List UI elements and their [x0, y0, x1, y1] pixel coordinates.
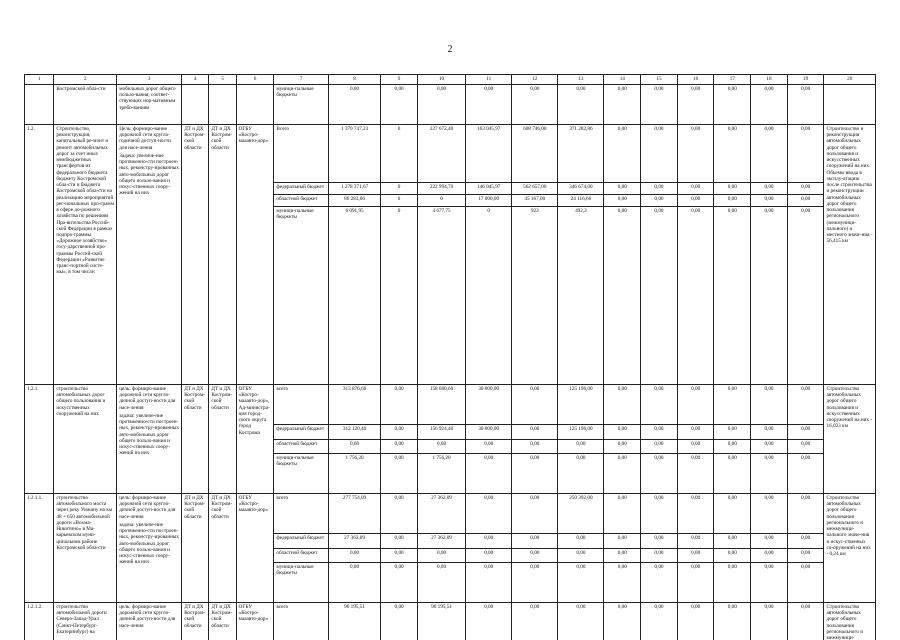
amount-cell: 0,00	[558, 85, 604, 125]
budget-source-cell: муници-пальные бюджеты	[274, 207, 328, 385]
amount-cell: 0,00	[787, 563, 824, 603]
amount-cell: 0,00	[714, 603, 751, 640]
executor-cell: ОГБУ «Костро-мааавто-дор»	[236, 603, 274, 640]
amount-cell: 1 756,20	[417, 454, 465, 494]
budget-source-cell: областной бюджет	[274, 440, 328, 454]
target-indicator-cell: Строительство автомобильных дорог общего пользования регионального и межмуници-пального значе-ния и искус-ственных со-оружений на них - 0,24 км	[824, 494, 876, 603]
goal-task-cell	[117, 385, 182, 494]
amount-cell: 0,00	[787, 183, 824, 195]
budget-source-cell: всего	[274, 385, 328, 425]
section-row	[25, 385, 876, 425]
amount-cell: 0,00	[604, 85, 641, 125]
goal-task-cell	[117, 494, 182, 603]
amount-cell: 0,00	[604, 534, 641, 549]
amount-cell: 163 045,97	[466, 125, 512, 183]
column-number: 20	[824, 75, 876, 85]
page-number: 2	[447, 44, 453, 55]
target-indicator-cell: Строительство и реконструкция автомобильных дорог общего пользования и искусственных сооружений на них. Объемы ввода в эксплу-атацию после строительства и реконструкции автомобильных дорог общего пользования регионального (межмуници-пального) и местного значе-ния - 56,415 км	[824, 125, 876, 385]
section-number-cell: 1.2.1.	[25, 385, 54, 494]
amount-cell: 0,00	[417, 563, 465, 603]
amount-cell: 0,00	[787, 425, 824, 440]
budget-source-cell: областной бюджет	[274, 549, 328, 563]
amount-cell: 0,00	[381, 454, 418, 494]
amount-cell: 45 167,00	[512, 195, 558, 207]
budget-table-body	[25, 75, 876, 640]
customer-cell: ДТ и ДХ Костром-ской области	[182, 603, 209, 640]
section-number-cell: 1.2.1.1.	[25, 494, 54, 603]
amount-cell: 0,00	[328, 563, 380, 603]
amount-cell: 0,00	[751, 207, 788, 385]
column-number: 9	[381, 75, 418, 85]
column-number: 11	[466, 75, 512, 85]
amount-cell: 0,00	[787, 494, 824, 534]
amount-cell: 0,00	[714, 494, 751, 534]
column-number: 3	[117, 75, 182, 85]
event-name-cell: строительство автомобильного моста через реку Унжину на км 48 + 650 автомобильной дороги «Вохма-Никитино» в Ма-карьевском муни-ципальном районе Костромской обла-сти	[54, 494, 117, 603]
amount-cell: 0,00	[787, 195, 824, 207]
target-indicator-cell: Строительство автомобильных дорог общего пользования регионального и межмуници-	[824, 603, 876, 640]
amount-cell: 0	[381, 125, 418, 183]
amount-cell: 227 672,40	[417, 125, 465, 183]
coexecutor-cell	[209, 85, 236, 125]
amount-cell: 30 000,00	[466, 425, 512, 440]
amount-cell: 0,00	[466, 534, 512, 549]
budget-source-cell: всего	[274, 494, 328, 534]
amount-cell: 0,00	[751, 425, 788, 440]
amount-cell: 0,00	[714, 207, 751, 385]
amount-cell: 0,00	[714, 563, 751, 603]
amount-cell: 146 045,97	[466, 183, 512, 195]
amount-cell: 0	[381, 207, 418, 385]
amount-cell: 0,00	[604, 454, 641, 494]
amount-cell: 0,00	[604, 183, 641, 195]
amount-cell: 0,00	[512, 385, 558, 425]
amount-cell: 0,00	[328, 440, 380, 454]
amount-cell: 0,00	[381, 425, 418, 440]
amount-cell: 0,00	[558, 549, 604, 563]
amount-cell: 0,00	[751, 494, 788, 534]
customer-cell: ДТ и ДХ Костром-ской области	[182, 125, 209, 385]
amount-cell: 0,00	[328, 549, 380, 563]
executor-cell: ОГБУ «Костро-мааавто-дор»	[236, 125, 274, 385]
amount-cell: 0,00	[751, 534, 788, 549]
amount-cell: 0,00	[466, 549, 512, 563]
amount-cell: 0	[381, 195, 418, 207]
coexecutor-cell: ДТ и ДХ Костром-ской области	[209, 603, 236, 640]
amount-cell: 0,00	[677, 534, 714, 549]
amount-cell: 86 283,66	[328, 195, 380, 207]
amount-cell: 96 195,51	[417, 603, 465, 640]
amount-cell: 0,00	[558, 454, 604, 494]
amount-cell: 0,00	[677, 494, 714, 534]
amount-cell: 0,00	[714, 195, 751, 207]
amount-cell: 0,00	[677, 195, 714, 207]
amount-cell: 0,00	[714, 440, 751, 454]
amount-cell: 0,00	[417, 85, 465, 125]
amount-cell: 0,00	[604, 440, 641, 454]
amount-cell: 0,00	[751, 183, 788, 195]
coexecutor-cell: ДТ и ДХ Костром-ской области	[209, 494, 236, 603]
column-number: 13	[558, 75, 604, 85]
amount-cell: 0,00	[677, 385, 714, 425]
amount-cell: 0,00	[787, 454, 824, 494]
amount-cell: 17 000,00	[466, 195, 512, 207]
amount-cell: 0,00	[751, 125, 788, 183]
budget-source-cell: федеральный бюджет	[274, 183, 328, 195]
amount-cell: 0,00	[714, 534, 751, 549]
amount-cell: 0	[381, 183, 418, 195]
amount-cell: 0,00	[751, 195, 788, 207]
amount-cell: 0,00	[641, 534, 678, 549]
amount-cell: 0,00	[604, 563, 641, 603]
budget-source-cell: областной бюджет	[274, 195, 328, 207]
amount-cell: 0,00	[641, 385, 678, 425]
amount-cell: 0,00	[558, 440, 604, 454]
amount-cell: 0,00	[512, 85, 558, 125]
budget-source-cell: муници-пальные бюджеты	[274, 85, 328, 125]
column-number: 5	[209, 75, 236, 85]
column-number-row	[25, 75, 876, 85]
amount-cell: 0,00	[466, 440, 512, 454]
amount-cell: 0,00	[558, 603, 604, 640]
indicator-cell	[824, 85, 876, 125]
goal-task-cell	[117, 603, 182, 640]
amount-cell: 0,00	[381, 440, 418, 454]
amount-cell: 0,00	[787, 125, 824, 183]
column-number: 12	[512, 75, 558, 85]
amount-cell: 0,00	[512, 494, 558, 534]
section-number-cell: 1.2.	[25, 125, 54, 385]
budget-table	[24, 74, 876, 640]
amount-cell: 0,00	[641, 494, 678, 534]
budget-source-cell: муници-пальные бюджеты	[274, 454, 328, 494]
amount-cell: 0,00	[751, 85, 788, 125]
goal-text: цель: формиро-вание дорожной сети кругло-дичной доступ-ности для насе-ления	[119, 386, 176, 411]
amount-cell: 0,00	[751, 563, 788, 603]
amount-cell: 0,00	[512, 440, 558, 454]
amount-cell: 0,00	[641, 183, 678, 195]
amount-cell: 0,00	[417, 440, 465, 454]
amount-cell: 0,00	[381, 494, 418, 534]
amount-cell: 0,00	[751, 454, 788, 494]
amount-cell: 0,00	[641, 454, 678, 494]
amount-cell: 222 994,70	[417, 183, 465, 195]
amount-cell: 0,00	[677, 207, 714, 385]
amount-cell: 0,00	[677, 425, 714, 440]
amount-cell: 0,00	[604, 494, 641, 534]
amount-cell: 24 116,66	[558, 195, 604, 207]
budget-source-cell: муници-пальные бюджеты	[274, 563, 328, 603]
amount-cell: 0,00	[381, 549, 418, 563]
amount-cell: 0,00	[751, 385, 788, 425]
amount-cell: 0,00	[751, 440, 788, 454]
amount-cell: 156 924,40	[417, 425, 465, 440]
goal-text: Цель: формиро-вание дорожной сети кругло-годичной доступ-ности для насе-ления	[119, 126, 171, 151]
amount-cell: 0	[417, 195, 465, 207]
budget-source-cell: Всего	[274, 125, 328, 183]
amount-cell: 0,00	[714, 385, 751, 425]
amount-cell: 0,00	[641, 549, 678, 563]
amount-cell: 0,00	[604, 207, 641, 385]
column-number: 2	[54, 75, 117, 85]
section-number-cell: 1.2.1.2.	[25, 603, 54, 640]
amount-cell: 0,00	[381, 534, 418, 549]
column-number: 19	[787, 75, 824, 85]
amount-cell: 27 362,09	[417, 534, 465, 549]
amount-cell: 0,00	[787, 85, 824, 125]
amount-cell: 562 657,00	[512, 183, 558, 195]
amount-cell: 0,00	[677, 440, 714, 454]
amount-cell: 608 746,00	[512, 125, 558, 183]
budget-source-cell: всего	[274, 603, 328, 640]
amount-cell: 0,00	[714, 425, 751, 440]
amount-cell: 0,00	[512, 425, 558, 440]
column-number: 16	[677, 75, 714, 85]
amount-cell: 0,00	[714, 125, 751, 183]
section-row	[25, 125, 876, 183]
budget-table-wrapper	[24, 74, 876, 640]
budget-source-cell: федеральный бюджет	[274, 534, 328, 549]
event-name-cell: Строительство, реконструкция, капитальный ре-монт и ремонт автомобильных дорог за счет иных межбюджетных трансфертов из федерального бюджета бюджету Костромской обла-сти и бюджета Костромской обла-сти на реализацию мероприятий рег-иональных про-грамм в сфере до-рожного хозяйства по решениям Пра-вительства Россий-ской Федерации в рамках подпро-граммы «Дорожное хозяйство» госу-дарственной про-граммы Россий-ской Федерации «Развитие транс-портной систе-мы», в том числе:	[54, 125, 117, 385]
amount-cell: 0,00	[558, 563, 604, 603]
amount-cell: 1 756,20	[328, 454, 380, 494]
task-text: Задача: увеличе-ние протяженно-сти построен-ных, реконстру-ированных авто-мобильных дорог общего пользо-вания и искус-ственных соору-жений на них	[119, 152, 179, 197]
amount-cell: 250 392,00	[558, 494, 604, 534]
amount-cell: 0,00	[714, 85, 751, 125]
goal-cell: мобильных дорог общего пользо-вания, соответ-ствующих нор-мативным требо-ваниям	[117, 85, 182, 125]
amount-cell: 0,00	[641, 603, 678, 640]
amount-cell: 0,00	[641, 125, 678, 183]
task-text: задача: увеличе-ние протяженно-сти построен-ных, реконстру-ированных авто-мобильных дорог общего пользо-вания и искус-ственных соору-жений на них	[119, 412, 179, 457]
amount-cell: 0,00	[677, 603, 714, 640]
amount-cell: 0,00	[512, 603, 558, 640]
amount-cell: 1 370 747,23	[328, 125, 380, 183]
task-text: задача: увеличе-ние протяженно-сти построен-ных, реконстру-ированных авто-мобильных дорог общего пользо-вания и искус-ственных соору-жений на них	[119, 521, 179, 566]
amount-cell: 4 677,75	[417, 207, 465, 385]
amount-cell: 0,00	[466, 494, 512, 534]
amount-cell: 0,00	[677, 549, 714, 563]
column-number: 8	[328, 75, 380, 85]
amount-cell: 0,00	[604, 385, 641, 425]
amount-cell: 0,00	[787, 549, 824, 563]
section-row	[25, 603, 876, 640]
amount-cell: 0,00	[751, 603, 788, 640]
amount-cell: 0,00	[787, 207, 824, 385]
amount-cell: 371 282,86	[558, 125, 604, 183]
amount-cell: 0,00	[512, 549, 558, 563]
amount-cell: 0,00	[558, 534, 604, 549]
amount-cell: 0,00	[787, 534, 824, 549]
amount-cell: 0,00	[751, 549, 788, 563]
section-row	[25, 494, 876, 534]
goal-text: цель: формиро-вание дорожной сети кругло-дичной доступ-ности для насе-ления	[119, 495, 176, 520]
amount-cell: 0,00	[466, 454, 512, 494]
amount-cell: 0,00	[677, 454, 714, 494]
event-name-cell: строительство автомобильной дороги Северо-Запад-Урал (Санкт-Петербург-Екатеринбург) на	[54, 603, 117, 640]
amount-cell: 27 362,09	[417, 494, 465, 534]
amount-cell: 0,00	[787, 440, 824, 454]
event-name-cell: Костромской обла-сти	[54, 85, 117, 125]
amount-cell: 0,00	[417, 549, 465, 563]
amount-cell: 0,00	[641, 440, 678, 454]
amount-cell: 0,00	[604, 425, 641, 440]
coexecutor-cell: ДТ и ДХ Костром-ской области	[209, 125, 236, 385]
amount-cell: 313 876,60	[328, 385, 380, 425]
amount-cell: 0,00	[604, 195, 641, 207]
customer-cell	[182, 85, 209, 125]
amount-cell: 0,00	[381, 85, 418, 125]
customer-cell: ДТ и ДХ Костром-ской области	[182, 494, 209, 603]
amount-cell: 312 120,40	[328, 425, 380, 440]
continuation-row	[25, 85, 876, 125]
amount-cell: 0,00	[466, 85, 512, 125]
amount-cell: 0,00	[714, 183, 751, 195]
amount-cell: 277 754,09	[328, 494, 380, 534]
executor-cell: ОГБУ «Костро-мааавто-дор», Ад-министра-ция город-ского округа город Кострома	[236, 385, 274, 494]
executor-cell	[236, 85, 274, 125]
amount-cell: 0,00	[604, 603, 641, 640]
coexecutor-cell: ДТ и ДХ Костром-ской области	[209, 385, 236, 494]
amount-cell: 0,00	[641, 195, 678, 207]
amount-cell: 0,00	[328, 85, 380, 125]
amount-cell: 158 680,60	[417, 385, 465, 425]
column-number: 18	[751, 75, 788, 85]
column-number: 15	[641, 75, 678, 85]
target-indicator-cell: Строительство автомобильных дорог общего пользования и искусственных сооружений на них - 16,023 км	[824, 385, 876, 494]
amount-cell: 346 674,00	[558, 183, 604, 195]
amount-cell: 0,00	[512, 563, 558, 603]
amount-cell: 0,00	[641, 207, 678, 385]
amount-cell: 0,00	[641, 85, 678, 125]
amount-cell: 0,00	[641, 425, 678, 440]
executor-cell: ОГБУ «Костро-мааавто-дор»	[236, 494, 274, 603]
budget-source-cell: федеральный бюджет	[274, 425, 328, 440]
column-number: 1	[25, 75, 54, 85]
column-number: 17	[714, 75, 751, 85]
amount-cell: 96 195,51	[328, 603, 380, 640]
column-number: 7	[274, 75, 328, 85]
column-number: 6	[236, 75, 274, 85]
event-name-cell: строительство автомобильных дорог общего пользования и искусственных сооружений на них	[54, 385, 117, 494]
column-number: 4	[182, 75, 209, 85]
amount-cell: 0,00	[512, 534, 558, 549]
amount-cell: 0,00	[381, 385, 418, 425]
amount-cell: 0,00	[466, 563, 512, 603]
amount-cell: 0,00	[677, 563, 714, 603]
amount-cell: 0,00	[677, 183, 714, 195]
row-number-cell	[25, 85, 54, 125]
amount-cell: 27 362,09	[328, 534, 380, 549]
amount-cell: 0,00	[604, 549, 641, 563]
amount-cell: 0,00	[714, 549, 751, 563]
amount-cell: 1 278 371,67	[328, 183, 380, 195]
goal-task-cell	[117, 125, 182, 385]
amount-cell: 0,00	[677, 85, 714, 125]
amount-cell: 0	[466, 207, 512, 385]
amount-cell: 0,00	[714, 454, 751, 494]
amount-cell: 30 000,00	[466, 385, 512, 425]
amount-cell: 0,00	[787, 385, 824, 425]
amount-cell: 0,00	[381, 563, 418, 603]
amount-cell: 0,00	[512, 454, 558, 494]
column-number: 14	[604, 75, 641, 85]
amount-cell: 0,00	[381, 603, 418, 640]
amount-cell: 125 196,00	[558, 425, 604, 440]
column-number: 10	[417, 75, 465, 85]
amount-cell: 0,00	[641, 563, 678, 603]
amount-cell: 0,00	[677, 125, 714, 183]
customer-cell: ДТ и ДХ Костром-ской области	[182, 385, 209, 494]
amount-cell: 0,00	[787, 603, 824, 640]
amount-cell: 922	[512, 207, 558, 385]
goal-text: цель: формиро-вание дорожной сети кругло-дичной доступ-ности для насе-ления	[119, 604, 176, 629]
amount-cell: 0,00	[466, 603, 512, 640]
amount-cell: 125 196,00	[558, 385, 604, 425]
amount-cell: 492,2	[558, 207, 604, 385]
amount-cell: 0,00	[604, 125, 641, 183]
amount-cell: 6 091,95	[328, 207, 380, 385]
